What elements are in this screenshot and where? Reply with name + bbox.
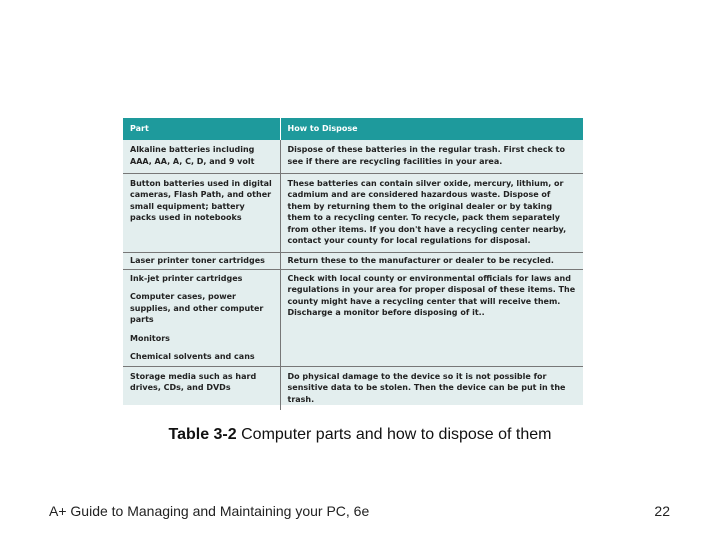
table-row: [123, 269, 583, 366]
caption-number: Table 3-2: [168, 426, 237, 443]
part-cell: Chemical solvents and cans: [130, 352, 255, 361]
part-cell: Button batteries used in digital cameras, Flash Path, and other small equipment; battery packs used in notebooks: [123, 173, 280, 252]
dispose-cell: Dispose of these batteries in the regular trash. First check to see if there are recycling facilities in your area.: [287, 145, 565, 166]
table-row: [123, 173, 583, 252]
column-header-how-to-dispose: How to Dispose: [280, 118, 583, 140]
part-cell: Ink-jet printer cartridges: [130, 273, 243, 283]
part-cell: Computer cases, power supplies, and other computer parts: [130, 292, 264, 324]
part-cell: Laser printer toner cartridges: [123, 252, 280, 269]
caption-text: Computer parts and how to dispose of them: [241, 426, 552, 443]
table-caption: [0, 426, 720, 444]
page-number: 22: [654, 503, 670, 519]
dispose-cell: Return these to the manufacturer or dealer to be recycled.: [280, 252, 583, 269]
disposal-table: [123, 118, 583, 410]
part-cell: Alkaline batteries including AAA, AA, A, C, D, and 9 volt: [123, 140, 280, 173]
dispose-cell: These batteries can contain silver oxide, mercury, lithium, or cadmium and are considered hazardous waste. Dispose of them by returning them to the original dealer or by taking them to a recycling center. To recycle, pack them separately from other items. If you don't have a recycling center nearby, contact your county for local regulations for disposal.: [280, 173, 583, 252]
footer-book-title: A+ Guide to Managing and Maintaining your PC, 6e: [49, 503, 370, 519]
disposal-table-figure: [123, 118, 583, 405]
part-cell: Monitors: [130, 333, 170, 343]
table-row: [123, 252, 583, 269]
dispose-cell: Check with local county or environmental officials for laws and regulations in your area for proper disposal of these items. The county might have a recycling center that will receive them. Discharge a monitor before disposing of it..: [280, 269, 583, 366]
part-cell: Storage media such as hard drives, CDs, and DVDs: [123, 366, 280, 410]
column-header-part: Part: [123, 118, 280, 140]
table-header-row: [123, 118, 583, 140]
table-row: [123, 366, 583, 410]
dispose-cell: Do physical damage to the device so it is not possible for sensitive data to be stolen. Then the device can be put in the trash.: [280, 366, 583, 410]
table-row: [123, 140, 583, 173]
